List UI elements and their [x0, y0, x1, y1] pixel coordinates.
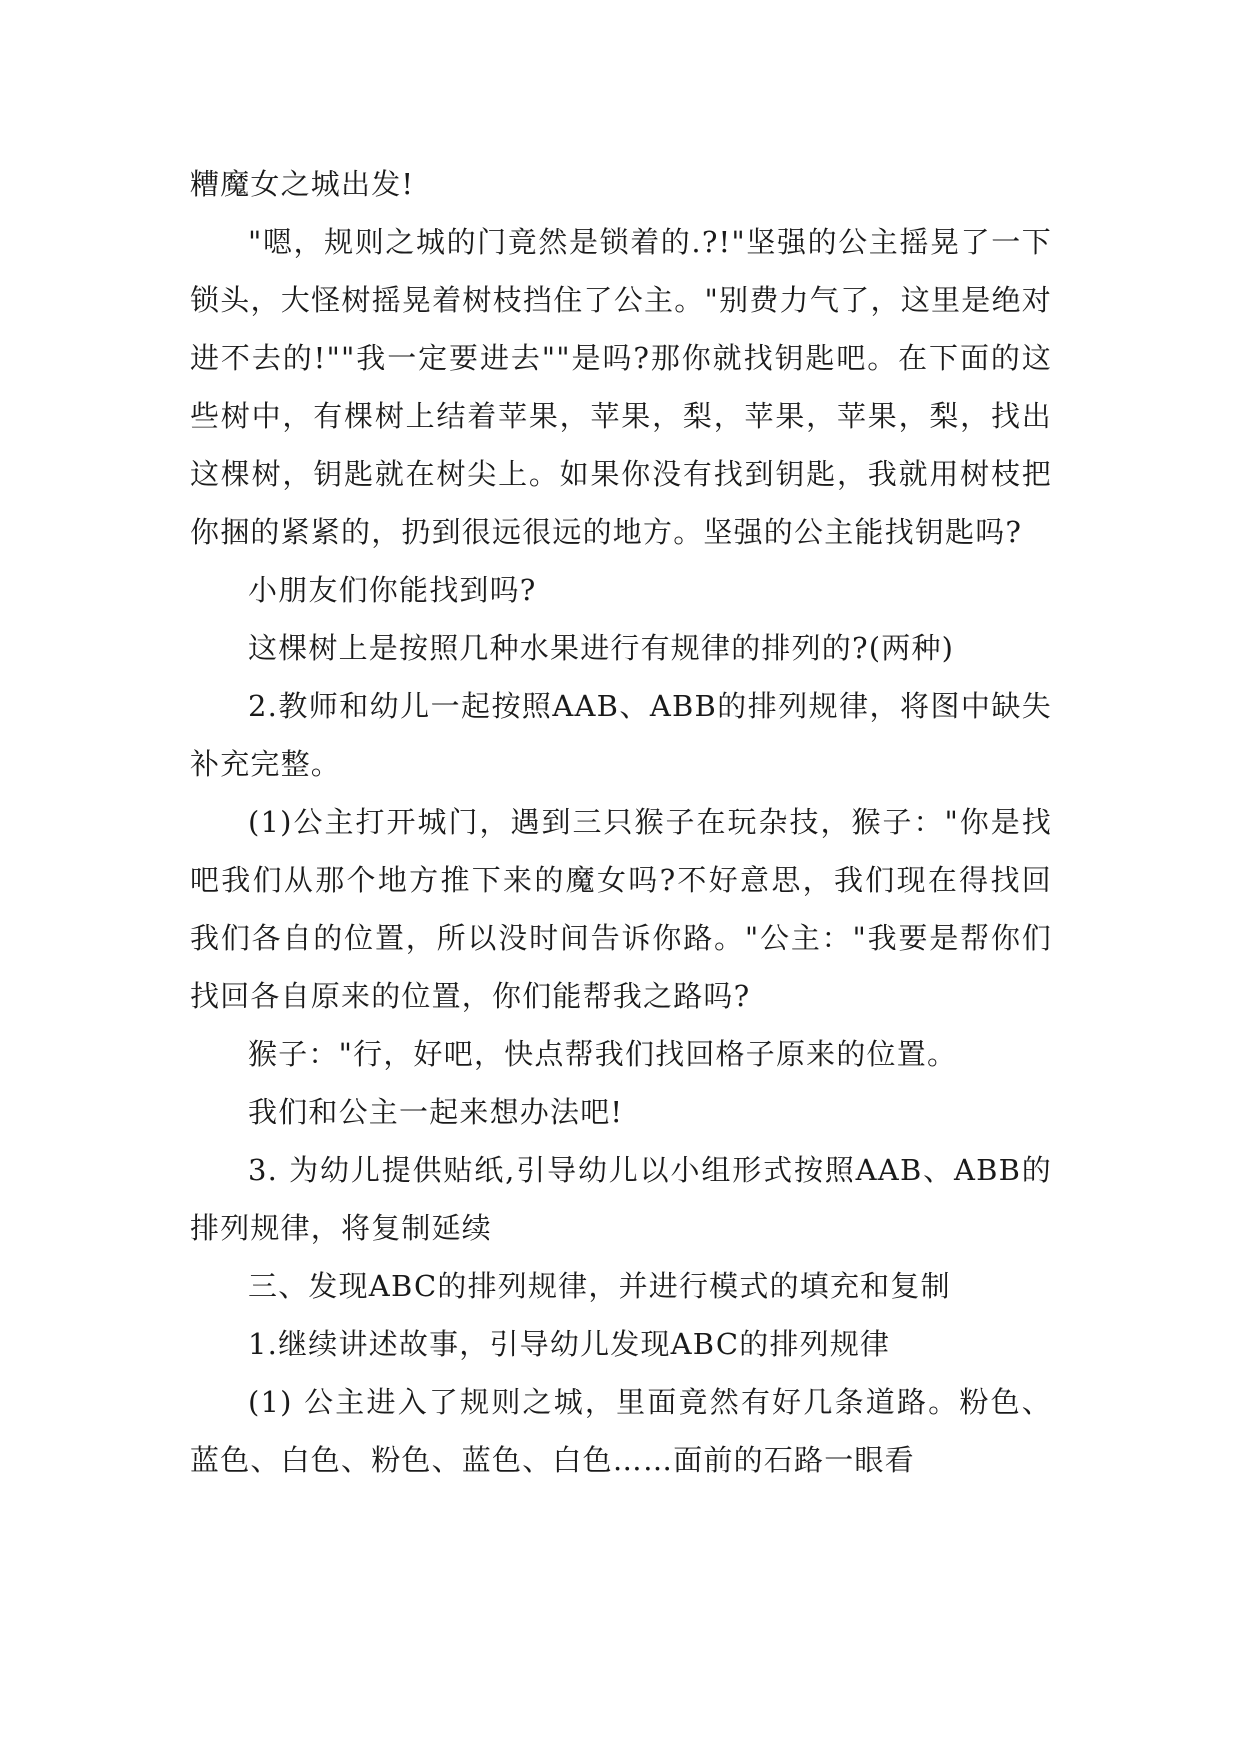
paragraph-think-together: 我们和公主一起来想办法吧! — [248, 1095, 624, 1129]
paragraph-story-locked-gate: "嗯，规则之城的门竟然是锁着的.?!"坚强的公主摇晃了一下锁头，大怪树摇晃着树枝挡住了公主。"别费力气了，这里是绝对进不去的!""我一定要进去""是吗?那你就找钥匙吧。在下面的这些树中，有棵树上结着苹果，苹果，梨，苹果，苹果，梨，找出这棵树，钥匙就在树尖上。如果你没有找到钥匙，我就用树枝把你捆的紧紧的，扔到很远很远的地方。坚强的公主能找钥匙吗? — [190, 225, 1052, 549]
paragraph-step-2-item-1: (1)公主打开城门，遇到三只猴子在玩杂技，猴子："你是找吧我们从那个地方推下来的魔女吗?不好意思，我们现在得找回我们各自的位置，所以没时间告诉你路。"公主："我要是帮你们找回各自原来的位置，你们能帮我之路吗? — [190, 805, 1052, 1013]
paragraph-question-fruit-types: 这棵树上是按照几种水果进行有规律的排列的?(两种) — [248, 631, 955, 665]
paragraph-step-3: 3. 为幼儿提供贴纸,引导幼儿以小组形式按照AAB、ABB的排列规律，将复制延续 — [190, 1153, 1052, 1245]
document-body — [190, 155, 1052, 1489]
paragraph-question-can-you-find: 小朋友们你能找到吗? — [248, 573, 537, 607]
paragraph-monkey-reply: 猴子："行，好吧，快点帮我们找回格子原来的位置。 — [248, 1037, 958, 1071]
paragraph-section-3-step-1: 1.继续讲述故事，引导幼儿发现ABC的排列规律 — [248, 1327, 891, 1361]
section-heading-3: 三、发现ABC的排列规律，并进行模式的填充和复制 — [248, 1269, 951, 1303]
paragraph-section-3-item-1: (1) 公主进入了规则之城，里面竟然有好几条道路。粉色、蓝色、白色、粉色、蓝色、白色……面前的石路一眼看 — [190, 1385, 1052, 1477]
paragraph-continuation: 糟魔女之城出发! — [190, 167, 415, 201]
paragraph-step-2: 2.教师和幼儿一起按照AAB、ABB的排列规律，将图中缺失补充完整。 — [190, 689, 1052, 781]
